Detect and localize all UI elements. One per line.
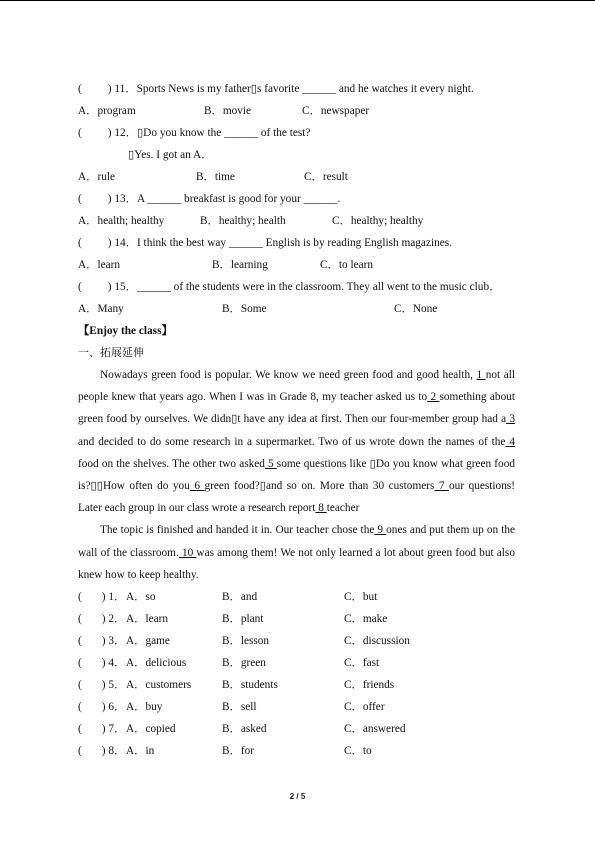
paren-close: ) — [107, 237, 112, 249]
option-a[interactable]: A．Many — [78, 303, 124, 315]
paren-close: ) — [101, 679, 106, 692]
blank-number: 9 — [374, 524, 387, 537]
passage-text: not all people knew that years ago. When I was in Grade 8, my teacher asked us to — [78, 369, 515, 404]
cloze-option-b[interactable]: B．plant — [222, 613, 264, 626]
question-stem: Sports News is my father▯s favorite ______ and he watches it every night. — [136, 83, 474, 95]
option-c[interactable]: C．newspaper — [302, 105, 370, 117]
cloze-option-b[interactable]: B．lesson — [222, 635, 270, 648]
option-b[interactable]: B．learning — [212, 259, 268, 271]
cloze-option-a[interactable]: A．learn — [126, 613, 169, 626]
question-number: 11 — [114, 83, 126, 95]
cloze-option-a[interactable]: A．so — [126, 591, 156, 604]
question-number: 14 — [114, 237, 126, 249]
page-number: 2 / 5 — [289, 792, 306, 801]
passage-text: and decided to do some research in a supermarket. Two of us wrote down the names of the — [78, 435, 506, 448]
question-number: 3 — [108, 635, 115, 648]
cloze-option-a[interactable]: A．game — [126, 635, 170, 648]
cloze-item — [78, 630, 515, 652]
cloze-option-a[interactable]: A．buy — [126, 701, 163, 714]
cloze-option-c[interactable]: C．but — [344, 591, 378, 604]
option-a[interactable]: A．program — [78, 105, 136, 117]
blank-number: 1 — [476, 369, 486, 381]
paren-close: ) — [107, 127, 112, 139]
option-b[interactable]: B．Some — [222, 303, 267, 315]
paren-close: ) — [101, 635, 106, 648]
question-15: ( ) 15．______ of the students were in the classroom. They all went to the music club． — [78, 281, 501, 293]
cloze-option-b[interactable]: B．sell — [222, 701, 257, 714]
paren-open: ( — [78, 193, 82, 205]
option-a[interactable]: A．learn — [78, 259, 121, 271]
cloze-item — [78, 586, 515, 608]
paren-open: ( — [78, 591, 82, 604]
cloze-item-number: ( ) 2． — [78, 613, 126, 626]
paren-open: ( — [78, 613, 82, 626]
cloze-option-b[interactable]: B．asked — [222, 723, 267, 736]
cloze-item-number: ( ) 4． — [78, 657, 126, 670]
section-subtitle: 一、拓展延伸 — [78, 346, 144, 359]
blank-number: 7 — [434, 480, 450, 493]
options-14 — [78, 254, 515, 276]
question-number: 15 — [114, 281, 126, 293]
passage-text: ones and put them up on the wall of the classroom. — [78, 524, 516, 559]
blank-number: 6 — [189, 480, 205, 493]
paren-close: ) — [101, 591, 106, 604]
cloze-option-b[interactable]: B．students — [222, 679, 278, 692]
paren-close: ) — [101, 723, 106, 736]
option-a[interactable]: A．rule — [78, 171, 116, 183]
question-stem: I think the best way ______ English is by reading English magazines. — [136, 237, 452, 249]
passage-text: our questions! Later each group in our class wrote a research report — [78, 480, 516, 515]
cloze-option-b[interactable]: B．for — [222, 745, 255, 758]
paren-open: ( — [78, 723, 82, 736]
paren-open: ( — [78, 237, 82, 249]
question-14: ( ) 14．I think the best way ______ English is by reading English magazines. — [78, 237, 452, 249]
cloze-option-a[interactable]: A．customers — [126, 679, 192, 692]
option-a[interactable]: A．health; healthy — [78, 215, 165, 227]
paren-open: ( — [78, 281, 82, 293]
cloze-item-number: ( ) 6． — [78, 701, 126, 714]
question-13: ( ) 13．A ______ breakfast is good for your ______. — [78, 193, 341, 205]
options-13 — [78, 210, 515, 232]
cloze-option-c[interactable]: C．friends — [344, 679, 395, 692]
question-number: 1 — [108, 591, 115, 604]
passage-text: green food?▯and so on. More than 30 customers — [204, 480, 435, 493]
cloze-option-c[interactable]: C．make — [344, 613, 388, 626]
option-c[interactable]: C．result — [304, 171, 348, 183]
blank-number: 4 — [505, 435, 515, 448]
question-number: 6 — [108, 701, 115, 714]
paren-open: ( — [78, 83, 82, 95]
paren-open: ( — [78, 657, 82, 670]
cloze-option-c[interactable]: C．offer — [344, 701, 385, 714]
cloze-item-number: ( ) 5． — [78, 679, 126, 692]
question-number: 7 — [108, 723, 115, 736]
blank-number: 8 — [315, 502, 327, 515]
cloze-option-a[interactable]: A．copied — [126, 723, 176, 736]
passage-text: teacher — [326, 502, 360, 515]
response-text: ▯Yes. I got an A． — [128, 149, 213, 161]
option-b[interactable]: B．time — [196, 171, 235, 183]
blank-number: 5 — [264, 457, 277, 470]
cloze-item — [78, 718, 515, 740]
cloze-option-b[interactable]: B．green — [222, 657, 266, 670]
blank-number: 2 — [427, 391, 440, 404]
options-15 — [78, 298, 515, 320]
cloze-item — [78, 674, 515, 696]
paren-close: ) — [107, 193, 112, 205]
cloze-item-number: ( ) 8． — [78, 745, 126, 758]
cloze-item — [78, 608, 515, 630]
cloze-item-number: ( ) 3． — [78, 635, 126, 648]
question-12: ( ) 12．▯Do you know the ______ of the test? — [78, 127, 311, 139]
question-stem: A ______ breakfast is good for your ______. — [136, 193, 341, 205]
question-number: 5 — [108, 679, 115, 692]
option-b[interactable]: B．healthy; health — [200, 215, 286, 227]
cloze-option-c[interactable]: C．fast — [344, 657, 380, 670]
paren-open: ( — [78, 701, 82, 714]
paren-open: ( — [78, 679, 82, 692]
cloze-item — [78, 652, 515, 674]
top-rule — [0, 0, 595, 1]
paren-open: ( — [78, 745, 82, 758]
paren-close: ) — [101, 657, 106, 670]
question-number: 12 — [114, 127, 126, 139]
passage-paragraph-1 — [78, 364, 515, 519]
question-number: 4 — [108, 657, 115, 670]
options-11 — [78, 100, 515, 122]
cloze-option-a[interactable]: A．delicious — [126, 657, 187, 670]
option-c[interactable]: C．None — [394, 303, 438, 315]
cloze-item-number: ( ) 1． — [78, 591, 126, 604]
paren-close: ) — [107, 83, 112, 95]
cloze-option-c[interactable]: C．answered — [344, 723, 406, 736]
cloze-item — [78, 740, 515, 762]
paren-close: ) — [101, 613, 106, 626]
paren-close: ) — [107, 281, 112, 293]
option-c[interactable]: C．healthy; healthy — [332, 215, 424, 227]
passage-text: some questions like ▯Do you know what green food is?▯▯How often do you — [78, 457, 515, 493]
passage-text: something about green food by ourselves. We didn▯t have any idea at first. Then our four-member group had a — [78, 391, 516, 426]
paren-open: ( — [78, 127, 82, 139]
cloze-item-number: ( ) 7． — [78, 723, 126, 736]
option-b[interactable]: B．movie — [204, 105, 252, 117]
document-page — [78, 78, 515, 762]
paren-close: ) — [101, 701, 106, 714]
paren-open: ( — [78, 635, 82, 648]
passage-paragraph-2 — [78, 519, 515, 586]
passage-text: food on the shelves. The other two asked — [78, 457, 265, 470]
blank-number: 10 — [178, 546, 197, 559]
cloze-options-list — [78, 586, 515, 762]
question-11: ( ) 11．Sports News is my father▯s favorite ______ and he watches it every night. — [78, 83, 474, 95]
question-number: 2 — [108, 613, 115, 626]
question-number: 13 — [114, 193, 126, 205]
section-title: 【Enjoy the class】 — [78, 325, 173, 337]
cloze-option-b[interactable]: B．and — [222, 591, 258, 604]
paren-close: ) — [101, 745, 106, 758]
question-stem: ▯Do you know the ______ of the test? — [136, 127, 311, 139]
option-c[interactable]: C．to learn — [320, 259, 374, 271]
question-number: 8 — [108, 745, 115, 758]
passage-text: Nowadays green food is popular. We know we need green food and good health, — [100, 369, 477, 381]
passage-text: was among them! We not only learned a lot about green food but also knew how to keep healthy. — [78, 546, 515, 581]
blank-number: 3 — [506, 413, 515, 426]
cloze-option-a[interactable]: A．in — [126, 745, 155, 758]
passage-text: The topic is finished and handed it in. Our teacher chose the — [100, 524, 375, 537]
question-stem: ______ of the students were in the classroom. They all went to the music club． — [136, 281, 501, 293]
options-12 — [78, 166, 515, 188]
question-12-response — [78, 144, 515, 166]
cloze-item — [78, 696, 515, 718]
cloze-option-c[interactable]: C．discussion — [344, 635, 410, 648]
cloze-option-c[interactable]: C．to — [344, 745, 372, 758]
